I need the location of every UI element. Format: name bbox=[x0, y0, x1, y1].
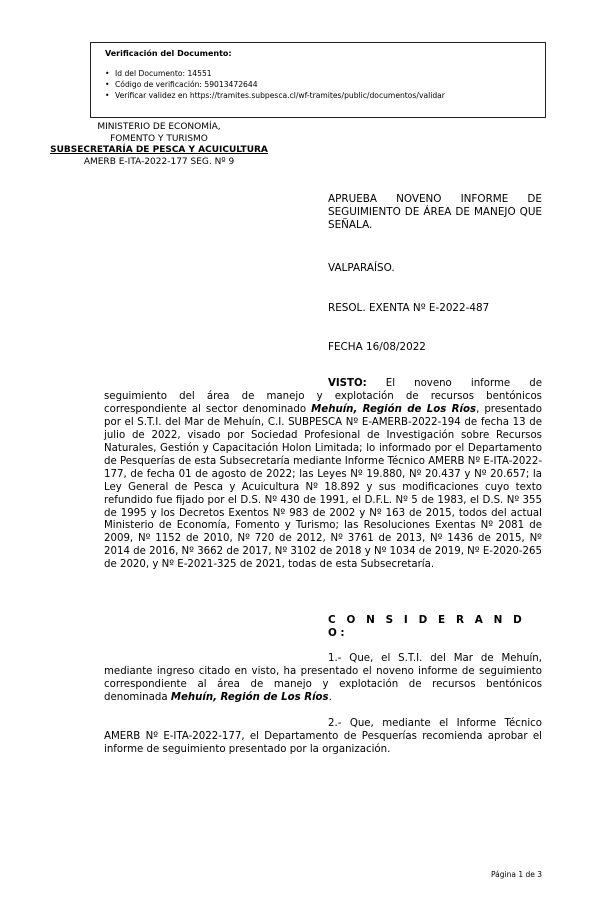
considerando-heading: C O N S I D E R A N D O: bbox=[328, 614, 526, 639]
considerando-2-text: 2.- Que, mediante el Informe Técnico AMERB Nº E-ITA-2022-177, el Departamento de Pesquerías recomienda aprobar el informe de seguimiento presentado por la organización. bbox=[104, 718, 542, 755]
issuer-header bbox=[36, 122, 282, 168]
subsecretaria-line: SUBSECRETARÍA DE PESCA Y ACUICULTURA bbox=[50, 145, 268, 156]
considerando-2 bbox=[104, 718, 542, 757]
verification-list bbox=[105, 68, 545, 101]
considerando-1 bbox=[104, 653, 542, 705]
city: VALPARAÍSO. bbox=[328, 262, 395, 274]
page-number: Página 1 de 3 bbox=[490, 870, 542, 879]
resolution-number: RESOL. EXENTA Nº E-2022-487 bbox=[328, 302, 490, 314]
considerando-1-text-2: . bbox=[328, 691, 332, 703]
considerando-1-place: Mehuín, Región de Los Ríos bbox=[170, 691, 329, 703]
visto-text-2: , presentado por el S.T.I. del Mar de Mehuín, C.I. SUBPESCA Nº E-AMERB-2022-194 de fecha 13 de julio de 2022, visado por Sociedad Profesional de Investigación sobre Recursos Naturales, Gestión y Capacitación Holon Limitada; lo informado por el Departamento de Pesquerías de esta Subsecretaría mediante Informe Técnico AMERB Nº E-ITA-2022-177, de fecha 01 de agosto de 2022; las Leyes Nº 19.880, Nº 20.437 y Nº 20.657; la Ley General de Pesca y Acuicultura Nº 18.892 y sus modificaciones cuyo texto refundido fue fijado por el D.S. Nº 430 de 1991, el D.F.L. Nº 5 de 1983, el D.S. Nº 355 de 1995 y los Decretos Exentos Nº 983 de 2002 y Nº 163 de 2015, todos del actual Ministerio de Economía, Fomento y Turismo; las Resoluciones Exentas Nº 2081 de 2009, Nº 1152 de 2010, Nº 720 de 2012, Nº 3761 de 2013, Nº 1436 de 2015, Nº 2014 de 2016, Nº 3662 de 2017, Nº 3102 de 2018 y Nº 1034 de 2019, Nº E-2020-265 de 2020, y Nº E-2021-325 de 2021, todas de esta Subsecretaría. bbox=[104, 403, 542, 571]
visto-text-1: El noveno informe de seguimiento del área de manejo y explotación de recursos bentónicos correspondiente al sector denominado bbox=[104, 378, 542, 415]
verification-title: Verificación del Documento: bbox=[105, 49, 232, 58]
document-id: • Id del Documento: 14551 bbox=[105, 68, 545, 79]
ministry-line-2: FOMENTO Y TURISMO bbox=[110, 133, 208, 144]
ministry-line-1: MINISTERIO DE ECONOMÍA, bbox=[97, 122, 221, 132]
considerando-1-text-1: 1.- Que, el S.T.I. del Mar de Mehuín, mediante ingreso citado en visto, ha presentado el noveno informe de seguimiento correspondiente al área de manejo y explotación de recursos bentónicos denominada bbox=[104, 653, 542, 703]
verification-box bbox=[90, 42, 546, 118]
visto-place: Mehuín, Región de Los Ríos bbox=[311, 403, 477, 415]
subject: APRUEBA NOVENO INFORME DE SEGUIMIENTO DE ÁREA DE MANEJO QUE SEÑALA. bbox=[328, 193, 542, 231]
visto-label: VISTO: bbox=[328, 378, 367, 389]
verification-code: • Código de verificación: 59013472644 bbox=[105, 79, 545, 90]
date: FECHA 16/08/2022 bbox=[328, 341, 426, 353]
verification-url[interactable]: • Verificar validez en https://tramites.subpesca.cl/wf-tramites/public/documentos/validar bbox=[105, 90, 545, 101]
visto-paragraph bbox=[104, 378, 542, 572]
reference-line: AMERB E-ITA-2022-177 SEG. Nº 9 bbox=[83, 156, 235, 167]
